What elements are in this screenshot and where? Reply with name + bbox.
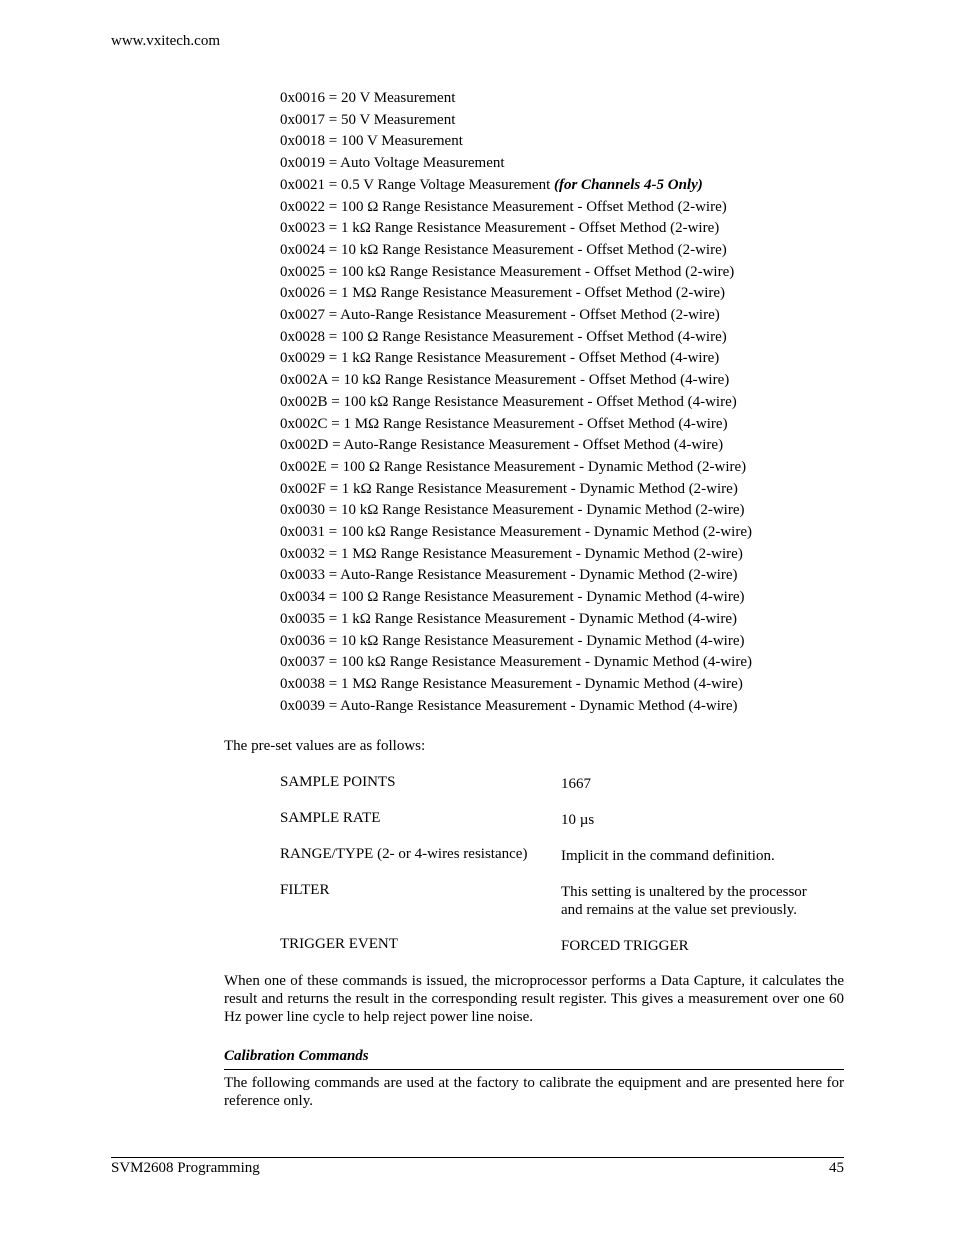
list-item: 0x002B = 100 kΩ Range Resistance Measurement - Offset Method (4-wire) [280,393,737,410]
list-item: 0x0016 = 20 V Measurement [280,90,456,106]
page-number: 45 [829,1160,844,1176]
command-code-list [280,88,752,717]
preset-value: This setting is unaltered by the processor and remains at the value set previously. [561,884,807,918]
header-url: www.vxitech.com [111,33,220,49]
preset-label: SAMPLE POINTS [280,774,396,790]
preset-label: TRIGGER EVENT [280,936,398,952]
list-item: 0x0029 = 1 kΩ Range Resistance Measurement - Offset Method (4-wire) [280,350,720,367]
list-item: 0x0030 = 10 kΩ Range Resistance Measurement - Dynamic Method (2-wire) [280,502,745,519]
list-item: 0x0037 = 100 kΩ Range Resistance Measurement - Dynamic Method (4-wire) [280,654,752,671]
list-item: 0x002C = 1 MΩ Range Resistance Measurement - Offset Method (4-wire) [280,415,728,432]
list-item: 0x0018 = 100 V Measurement [280,133,463,150]
footer-title: SVM2608 Programming [111,1160,260,1176]
preset-value: Implicit in the command definition. [561,848,775,864]
list-item: 0x0033 = Auto-Range Resistance Measurement - Dynamic Method (2-wire) [280,567,738,584]
list-item: 0x0023 = 1 kΩ Range Resistance Measurement - Offset Method (2-wire) [280,220,720,237]
list-item: 0x0039 = Auto-Range Resistance Measurement - Dynamic Method (4-wire) [280,697,738,714]
preset-value: 10 µs [561,812,595,828]
list-item: 0x0024 = 10 kΩ Range Resistance Measurement - Offset Method (2-wire) [280,241,727,258]
list-item: 0x0025 = 100 kΩ Range Resistance Measurement - Offset Method (2-wire) [280,263,735,280]
list-item: 0x0032 = 1 MΩ Range Resistance Measurement - Dynamic Method (2-wire) [280,545,743,562]
preset-value: 1667 [561,776,591,792]
section-divider [224,1069,844,1070]
list-item: 0x0017 = 50 V Measurement [280,111,456,128]
list-item: 0x0028 = 100 Ω Range Resistance Measurement - Offset Method (4-wire) [280,328,727,345]
list-item: 0x0019 = Auto Voltage Measurement [280,155,505,172]
list-item: 0x0026 = 1 MΩ Range Resistance Measurement - Offset Method (2-wire) [280,285,726,302]
list-item: 0x002A = 10 kΩ Range Resistance Measurement - Offset Method (4-wire) [280,372,730,389]
list-item: 0x0022 = 100 Ω Range Resistance Measurement - Offset Method (2-wire) [280,198,727,215]
section-heading: Calibration Commands [224,1048,369,1064]
list-item: 0x0021 = 0.5 V Range Voltage Measurement (for Channels 4-5 Only) [280,176,703,193]
preset-intro: The pre-set values are as follows: [224,738,426,754]
list-item: 0x0031 = 100 kΩ Range Resistance Measurement - Dynamic Method (2-wire) [280,524,752,541]
list-item: 0x0038 = 1 MΩ Range Resistance Measurement - Dynamic Method (4-wire) [280,675,743,692]
body-paragraph: When one of these commands is issued, the microprocessor performs a Data Capture, it calculates the result and returns the result in the corresponding result register. This gives a measurement over one 60 Hz power line cycle to help reject power line noise. [224,973,844,1025]
preset-label: RANGE/TYPE (2- or 4-wires resistance) [280,846,528,862]
preset-value: FORCED TRIGGER [561,938,689,954]
preset-label: FILTER [280,882,330,898]
channel-note: (for Channels 4-5 Only) [553,176,703,193]
list-item: 0x002E = 100 Ω Range Resistance Measurement - Dynamic Method (2-wire) [280,458,747,475]
list-item: 0x0035 = 1 kΩ Range Resistance Measurement - Dynamic Method (4-wire) [280,610,737,627]
list-item: 0x0034 = 100 Ω Range Resistance Measurement - Dynamic Method (4-wire) [280,589,745,606]
list-item: 0x002D = Auto-Range Resistance Measurement - Offset Method (4-wire) [280,437,724,454]
footer-divider [111,1157,844,1158]
body-paragraph: The following commands are used at the factory to calibrate the equipment and are presented here for reference only. [224,1075,844,1109]
list-item: 0x0036 = 10 kΩ Range Resistance Measurement - Dynamic Method (4-wire) [280,632,745,649]
list-item: 0x002F = 1 kΩ Range Resistance Measurement - Dynamic Method (2-wire) [280,480,738,497]
list-item: 0x0027 = Auto-Range Resistance Measurement - Offset Method (2-wire) [280,307,720,324]
preset-label: SAMPLE RATE [280,810,381,826]
